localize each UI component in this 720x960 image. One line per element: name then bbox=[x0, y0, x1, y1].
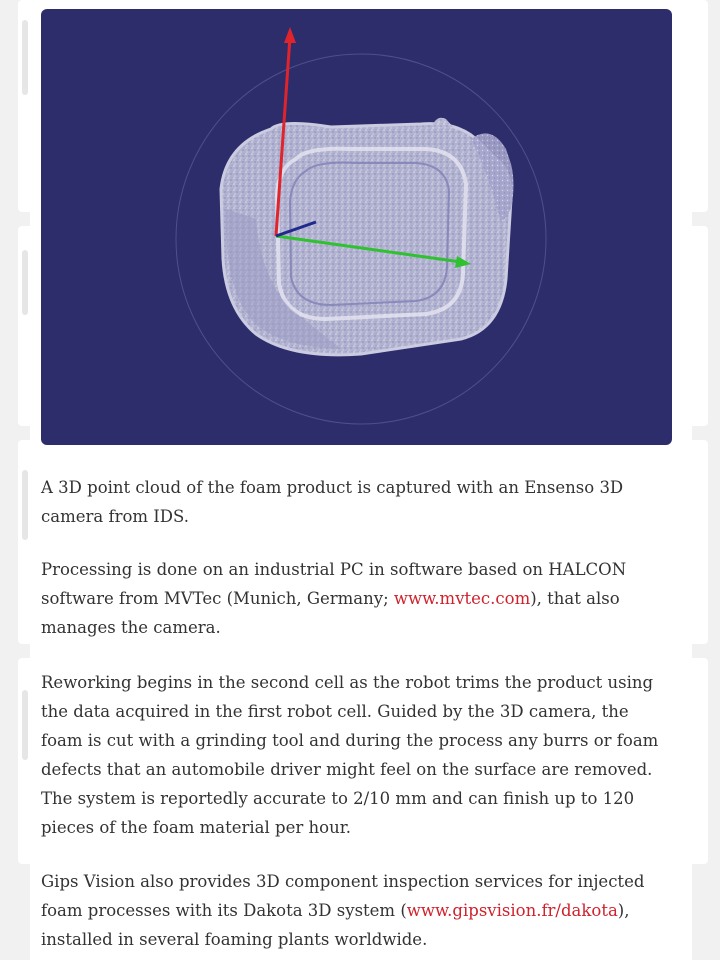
background-card-edge bbox=[22, 20, 28, 95]
paragraph-3: Reworking begins in the second cell as the robot trims the product using the data acquired in the first robot cell. Guided by the 3D camera, the foam is cut with a grinding tool and during the process any burrs or foam defects that an automobile driver might feel on the surface are removed. The system is reportedly accurate to 2/10 mm and can finish up to 120 pieces of the foam material per hour. bbox=[41, 673, 659, 837]
paragraph-2-text: Processing is done on an industrial PC in software based on HALCON software from MVTec (Munich, Germany; bbox=[41, 560, 627, 608]
background-card-edge bbox=[22, 470, 28, 540]
gipsvision-link[interactable]: www.gipsvision.fr/dakota bbox=[406, 901, 618, 920]
paragraph-1: A 3D point cloud of the foam product is captured with an Ensenso 3D camera from IDS. bbox=[41, 478, 624, 526]
paragraph-2-text-end: ), that also manages the camera. bbox=[41, 589, 620, 637]
point-cloud-image bbox=[41, 9, 672, 445]
paragraph-4 bbox=[41, 867, 661, 954]
mvtec-link[interactable]: www.mvtec.com bbox=[393, 589, 531, 608]
paragraph-2 bbox=[41, 555, 661, 642]
point-cloud-figure bbox=[41, 9, 672, 445]
foam-point-cloud bbox=[221, 118, 514, 355]
background-card-edge bbox=[22, 250, 28, 315]
paragraph-4-text-end: ), installed in several foaming plants worldwide. bbox=[41, 901, 630, 949]
paragraph-4-text: Gips Vision also provides 3D component inspection services for injected foam processes with its Dakota 3D system ( bbox=[41, 872, 645, 920]
background-card-edge bbox=[22, 690, 28, 760]
article-content bbox=[30, 0, 692, 960]
